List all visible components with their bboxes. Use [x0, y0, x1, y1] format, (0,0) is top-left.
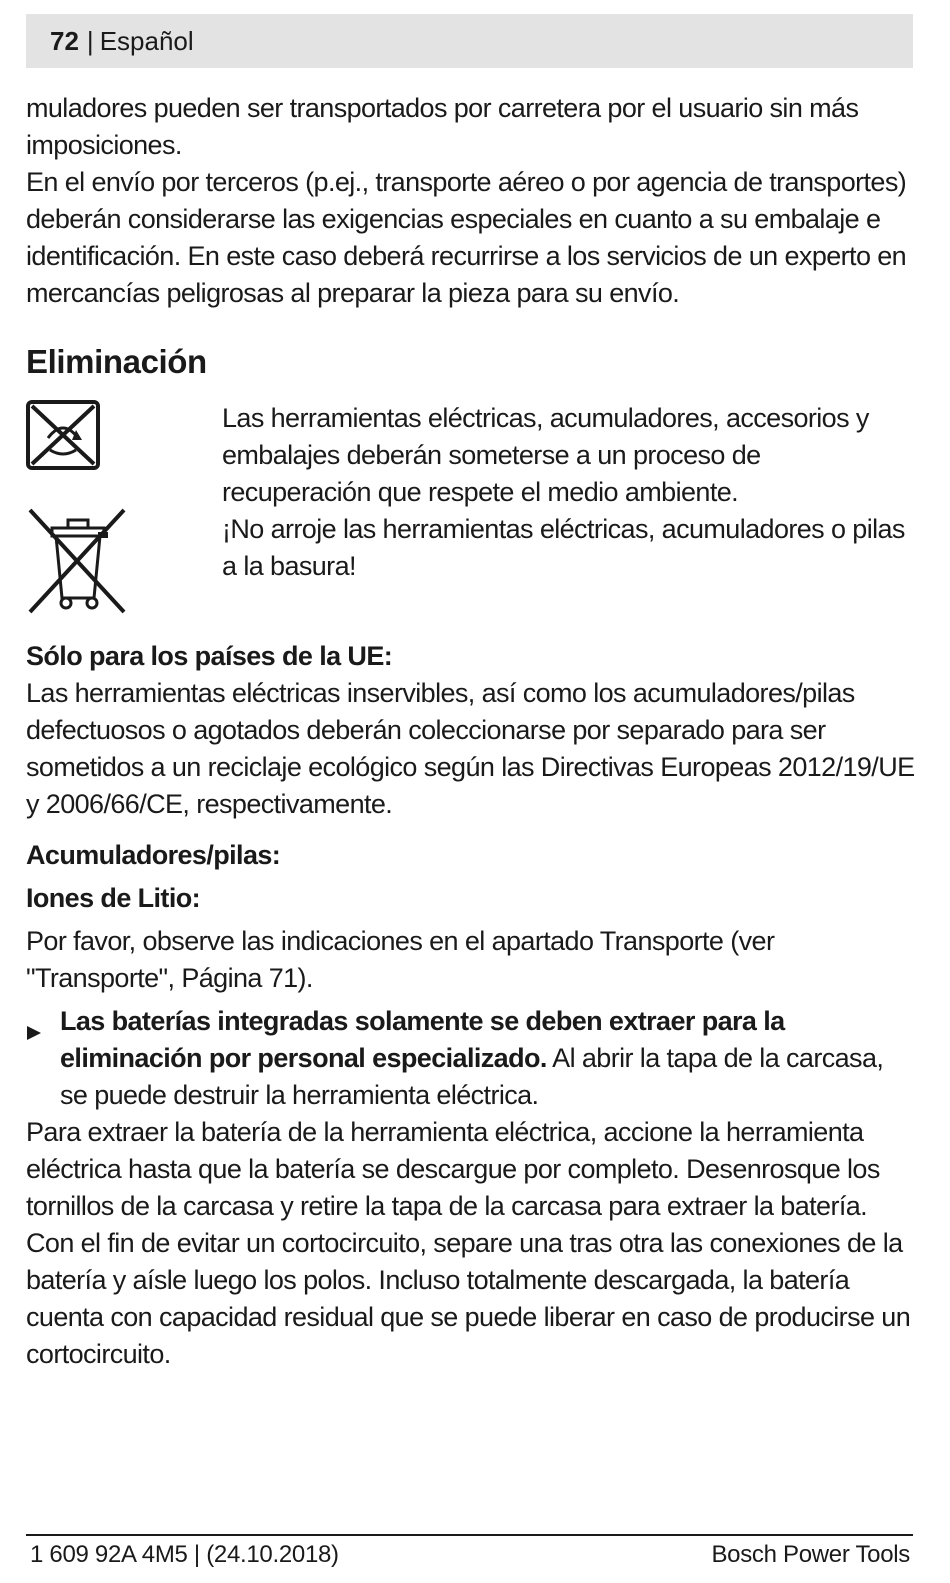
- page-header: [26, 14, 913, 68]
- warning-regular-text: Al abrir la tapa de la carcasa, se puede destruir la herramienta eléctrica.: [60, 1043, 884, 1110]
- crossed-bin-icon: [26, 506, 130, 616]
- header-separator: |: [86, 25, 94, 56]
- page-footer: [30, 1541, 910, 1569]
- page-number: 72: [50, 25, 79, 56]
- footer-divider: [26, 1534, 913, 1536]
- elimination-section: [26, 400, 916, 616]
- intro-paragraph-1: muladores pueden ser transportados por carretera por el usuario sin más imposiciones.: [26, 93, 859, 160]
- bullet-triangle-icon: [26, 1003, 60, 1114]
- lithium-ion-heading: Iones de Litio:: [26, 883, 201, 913]
- battery-removal-paragraph: Para extraer la batería de la herramienta eléctrica, accione la herramienta eléctrica hasta que la batería se descargue por completo. Desenrosque los tornillos de la carcasa y retire la tapa de la carcasa para extraer la batería. Con el fin de evitar un cortocircuito, separe una tras otra las conexiones de la batería y aísle luego los polos. Incluso totalmente descargada, la batería cuenta con capacidad residual que se puede liberar en caso de producirse un cortocircuito.: [26, 1117, 911, 1369]
- elimination-text: [222, 400, 916, 616]
- transport-reference-paragraph: Por favor, observe las indicaciones en el apartado Transporte (ver "Transporte", Página 71).: [26, 926, 775, 993]
- intro-paragraph-2: En el envío por terceros (p.ej., transporte aéreo o por agencia de transportes) deberán considerarse las exigencias especiales en cuanto a su embalaje e identificación. En este caso deberá recurrirse a los servicios de un experto en mercancías peligrosas al preparar la pieza para su envío.: [26, 167, 907, 308]
- footer-brand: Bosch Power Tools: [711, 1541, 910, 1568]
- batteries-heading: Acumuladores/pilas:: [26, 840, 281, 870]
- eu-paragraph: Las herramientas eléctricas inservibles, así como los acumuladores/pilas defectuosos o agotados deberán coleccionarse por separado para ser sometidos a un reciclaje ecológico según las Directivas Europeas 2012/19/UE y 2006/66/CE, respectivamente.: [26, 678, 915, 819]
- elimination-icons: [26, 400, 222, 616]
- footer-document-id: 1 609 92A 4M5 | (24.10.2018): [30, 1541, 339, 1568]
- warning-text: [60, 1003, 916, 1114]
- warning-bold-text: Las baterías integradas solamente se deben extraer para la eliminación por personal especializado.: [60, 1006, 785, 1073]
- elimination-paragraph-2: ¡No arroje las herramientas eléctricas, acumuladores o pilas a la basura!: [222, 514, 905, 581]
- header-language: Español: [99, 25, 194, 56]
- warning-bullet: [26, 1003, 916, 1114]
- page-content: [26, 90, 916, 1373]
- eu-heading: Sólo para los países de la UE:: [26, 641, 393, 671]
- recycling-no-trash-icon: [26, 400, 100, 470]
- elimination-paragraph-1: Las herramientas eléctricas, acumuladores, accesorios y embalajes deberán someterse a un proceso de recuperación que respete el medio ambiente.: [222, 403, 869, 507]
- elimination-heading: Eliminación: [26, 343, 207, 380]
